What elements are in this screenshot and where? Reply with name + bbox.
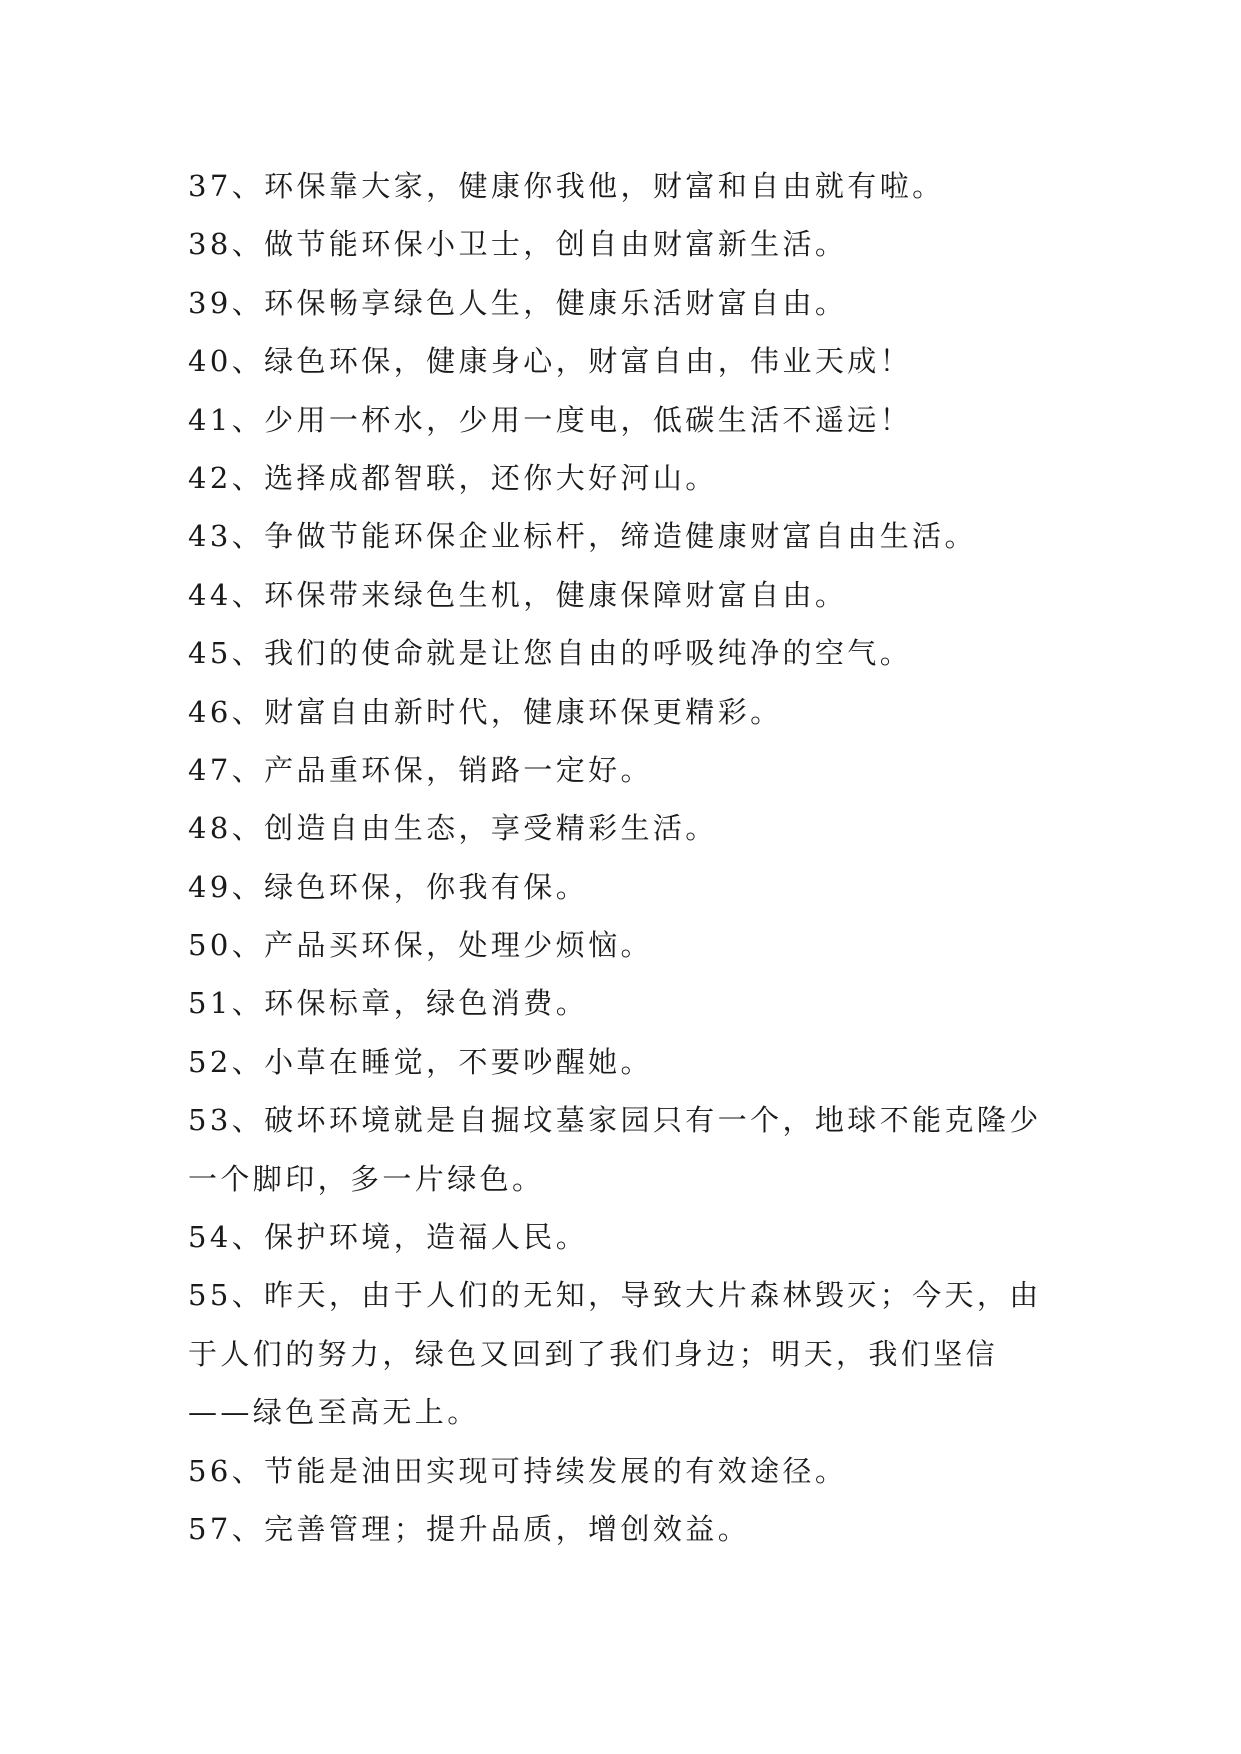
text-line-48: 48、创造自由生态，享受精彩生活。 (188, 811, 718, 846)
text-line-40: 40、绿色环保，健康身心，财富自由，伟业天成！ (188, 344, 913, 379)
text-line-42: 42、选择成都智联，还你大好河山。 (188, 460, 718, 495)
text-line-56: 56、节能是油田实现可持续发展的有效途径。 (188, 1453, 848, 1488)
text-line-46: 46、财富自由新时代，健康环保更精彩。 (188, 694, 783, 729)
text-line-54: 54、保护环境，造福人民。 (188, 1220, 589, 1255)
text-line-50: 50、产品买环保，处理少烦恼。 (188, 928, 653, 963)
text-line-53-cont: 一个脚印，多一片绿色。 (188, 1161, 545, 1196)
text-line-49: 49、绿色环保，你我有保。 (188, 869, 589, 904)
text-line-43: 43、争做节能环保企业标杆，缔造健康财富自由生活。 (188, 519, 977, 554)
text-line-52: 52、小草在睡觉，不要吵醒她。 (188, 1044, 653, 1079)
text-line-45: 45、我们的使命就是让您自由的呼吸纯净的空气。 (188, 636, 913, 671)
text-line-55-cont-2: ——绿色至高无上。 (188, 1395, 480, 1430)
text-line-57: 57、完善管理；提升品质，增创效益。 (188, 1511, 751, 1546)
document-body (188, 157, 1058, 1558)
text-line-41: 41、少用一杯水，少用一度电，低碳生活不遥远！ (188, 402, 913, 437)
text-line-38: 38、做节能环保小卫士，创自由财富新生活。 (188, 227, 848, 262)
text-line-51: 51、环保标章，绿色消费。 (188, 986, 589, 1021)
text-line-55: 55、昨天，由于人们的无知，导致大片森林毁灭；今天，由 (188, 1278, 1042, 1313)
text-line-44: 44、环保带来绿色生机，健康保障财富自由。 (188, 577, 848, 612)
text-line-53: 53、破坏环境就是自掘坟墓家园只有一个，地球不能克隆少 (188, 1103, 1042, 1138)
text-line-47: 47、产品重环保，销路一定好。 (188, 752, 653, 787)
text-line-55-cont-1: 于人们的努力，绿色又回到了我们身边；明天，我们坚信 (188, 1336, 999, 1371)
text-line-37: 37、环保靠大家，健康你我他，财富和自由就有啦。 (188, 169, 945, 203)
text-line-39: 39、环保畅享绿色人生，健康乐活财富自由。 (188, 285, 848, 320)
